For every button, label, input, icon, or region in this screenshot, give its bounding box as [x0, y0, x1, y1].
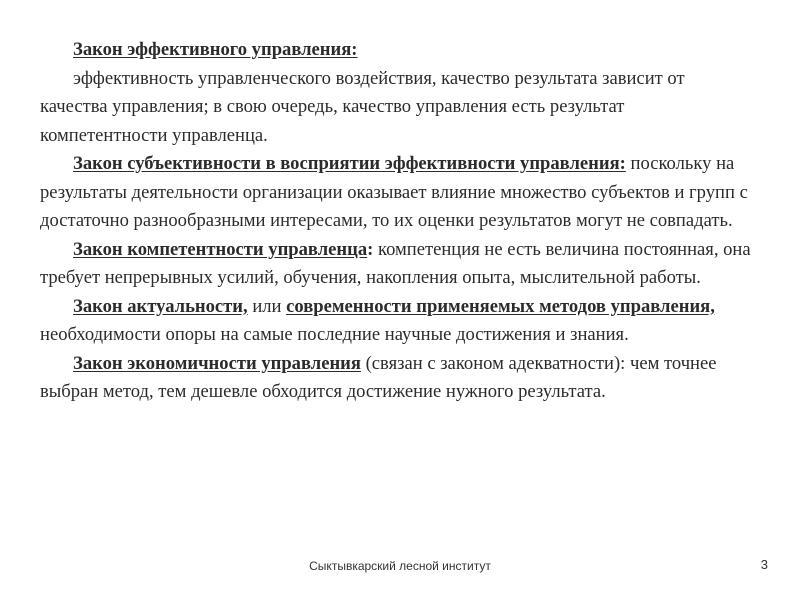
- law-5-title: Закон экономичности управления: [73, 352, 361, 374]
- law-4-text: необходимости опоры на самые последние научные достижения и знания.: [40, 324, 629, 345]
- page-number: 3: [760, 557, 768, 572]
- law-1-title: Закон эффективного управления:: [73, 39, 358, 60]
- law-5-text: (связан с законом адекватности): чем точнее выбран метод, тем дешевле обходится достижение нужного результата.: [40, 352, 717, 402]
- law-4-title-2: современности применяемых методов управления,: [286, 295, 715, 317]
- slide-body: [40, 36, 756, 407]
- law-1-description: [40, 65, 756, 151]
- law-3: [40, 236, 756, 293]
- law-3-text: компетенция не есть величина постоянная, она требует непрерывных усилий, обучения, накопления опыта, мыслительной работы.: [40, 238, 751, 288]
- footer-institute: Сыктывкарский лесной институт: [309, 559, 491, 573]
- law-3-colon: :: [367, 238, 374, 260]
- law-1-text: эффективность управленческого воздействия, качество результата зависит от качества управления; в свою очередь, качество управления есть результат компетентности управленца.: [40, 67, 685, 146]
- law-5: [40, 350, 756, 407]
- law-2-text: поскольку на результаты деятельности организации оказывает влияние множество субъектов и групп с достаточно разнообразными интересами, то их оценки результатов могут не совпадать.: [40, 153, 748, 231]
- law-2-title: Закон субъективности в восприятии эффективности управления:: [73, 153, 626, 174]
- law-4-title: Закон актуальности,: [73, 295, 248, 317]
- law-3-title: Закон компетентности управленца: [73, 238, 368, 260]
- law-1-heading: [40, 36, 756, 65]
- law-2: [40, 150, 756, 236]
- law-4-connector: или: [247, 295, 287, 317]
- law-4: [40, 293, 756, 350]
